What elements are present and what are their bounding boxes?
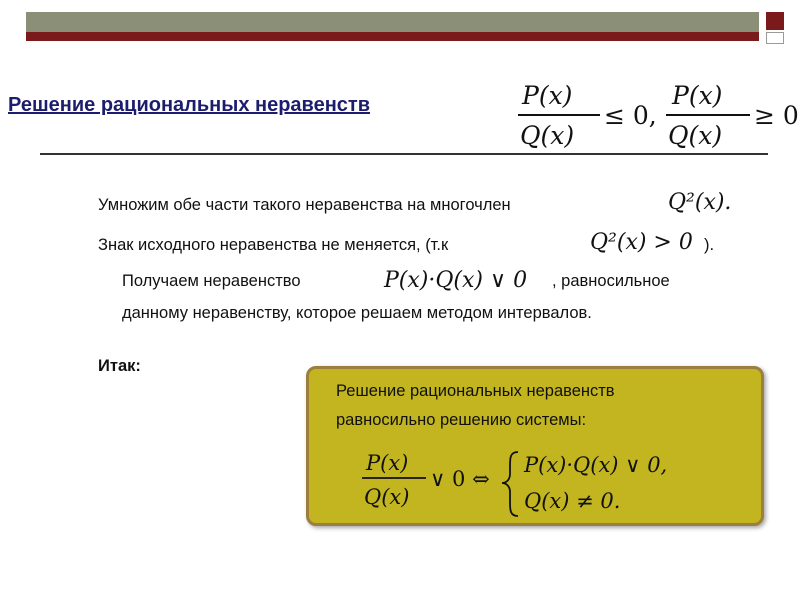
header-maroon-stripe bbox=[26, 32, 759, 41]
title-formula-num-2: P(x) bbox=[672, 81, 723, 110]
corner-square-top bbox=[766, 12, 784, 30]
body-line-1: Умножим обе части такого неравенства на многочлен bbox=[98, 196, 511, 214]
conclusion-system-formula bbox=[360, 446, 690, 522]
title-formula-num-1: P(x) bbox=[522, 81, 573, 110]
body-line-3-formula: P(x)·Q(x) ∨ 0 bbox=[384, 268, 528, 293]
header-olive-stripe bbox=[26, 12, 759, 32]
body-line-1-formula: Q²(x). bbox=[668, 190, 732, 215]
body-line-2: Знак исходного неравенства не меняется, (т.к bbox=[98, 236, 449, 254]
title-formula bbox=[512, 70, 800, 154]
system-brace bbox=[502, 452, 518, 516]
system-fraction-num: P(x) bbox=[366, 451, 409, 475]
body-line-3-end: , равносильное bbox=[552, 272, 670, 290]
header-decor-bar bbox=[26, 12, 759, 44]
conclusion-box-line-1: Решение рациональных неравенств bbox=[336, 382, 615, 400]
system-fraction-den: Q(x) bbox=[364, 485, 410, 509]
title-underline-rule bbox=[40, 153, 768, 155]
title-formula-rel-1: ≤ 0, bbox=[604, 101, 657, 130]
body-line-3: Получаем неравенство bbox=[122, 272, 301, 290]
corner-square-bottom bbox=[766, 32, 784, 44]
system-line-2: Q(x) ≠ 0. bbox=[524, 489, 621, 513]
system-line-1: P(x)·Q(x) ∨ 0, bbox=[524, 453, 668, 477]
title-formula-den-2: Q(x) bbox=[668, 121, 723, 150]
slide-title: Решение рациональных неравенств bbox=[8, 94, 370, 116]
title-formula-den-1: Q(x) bbox=[520, 121, 575, 150]
conclusion-box-line-2: равносильно решению системы: bbox=[336, 411, 587, 429]
body-line-4: данному неравенству, которое решаем методом интервалов. bbox=[122, 304, 592, 322]
conclusion-label: Итак: bbox=[98, 357, 141, 375]
body-line-2-end: ). bbox=[704, 236, 715, 254]
title-formula-rel-2: ≥ 0 bbox=[754, 101, 799, 130]
body-line-2-formula: Q²(x) > 0 bbox=[590, 230, 693, 255]
system-fraction-relation: ∨ 0 ⇔ bbox=[430, 467, 490, 491]
